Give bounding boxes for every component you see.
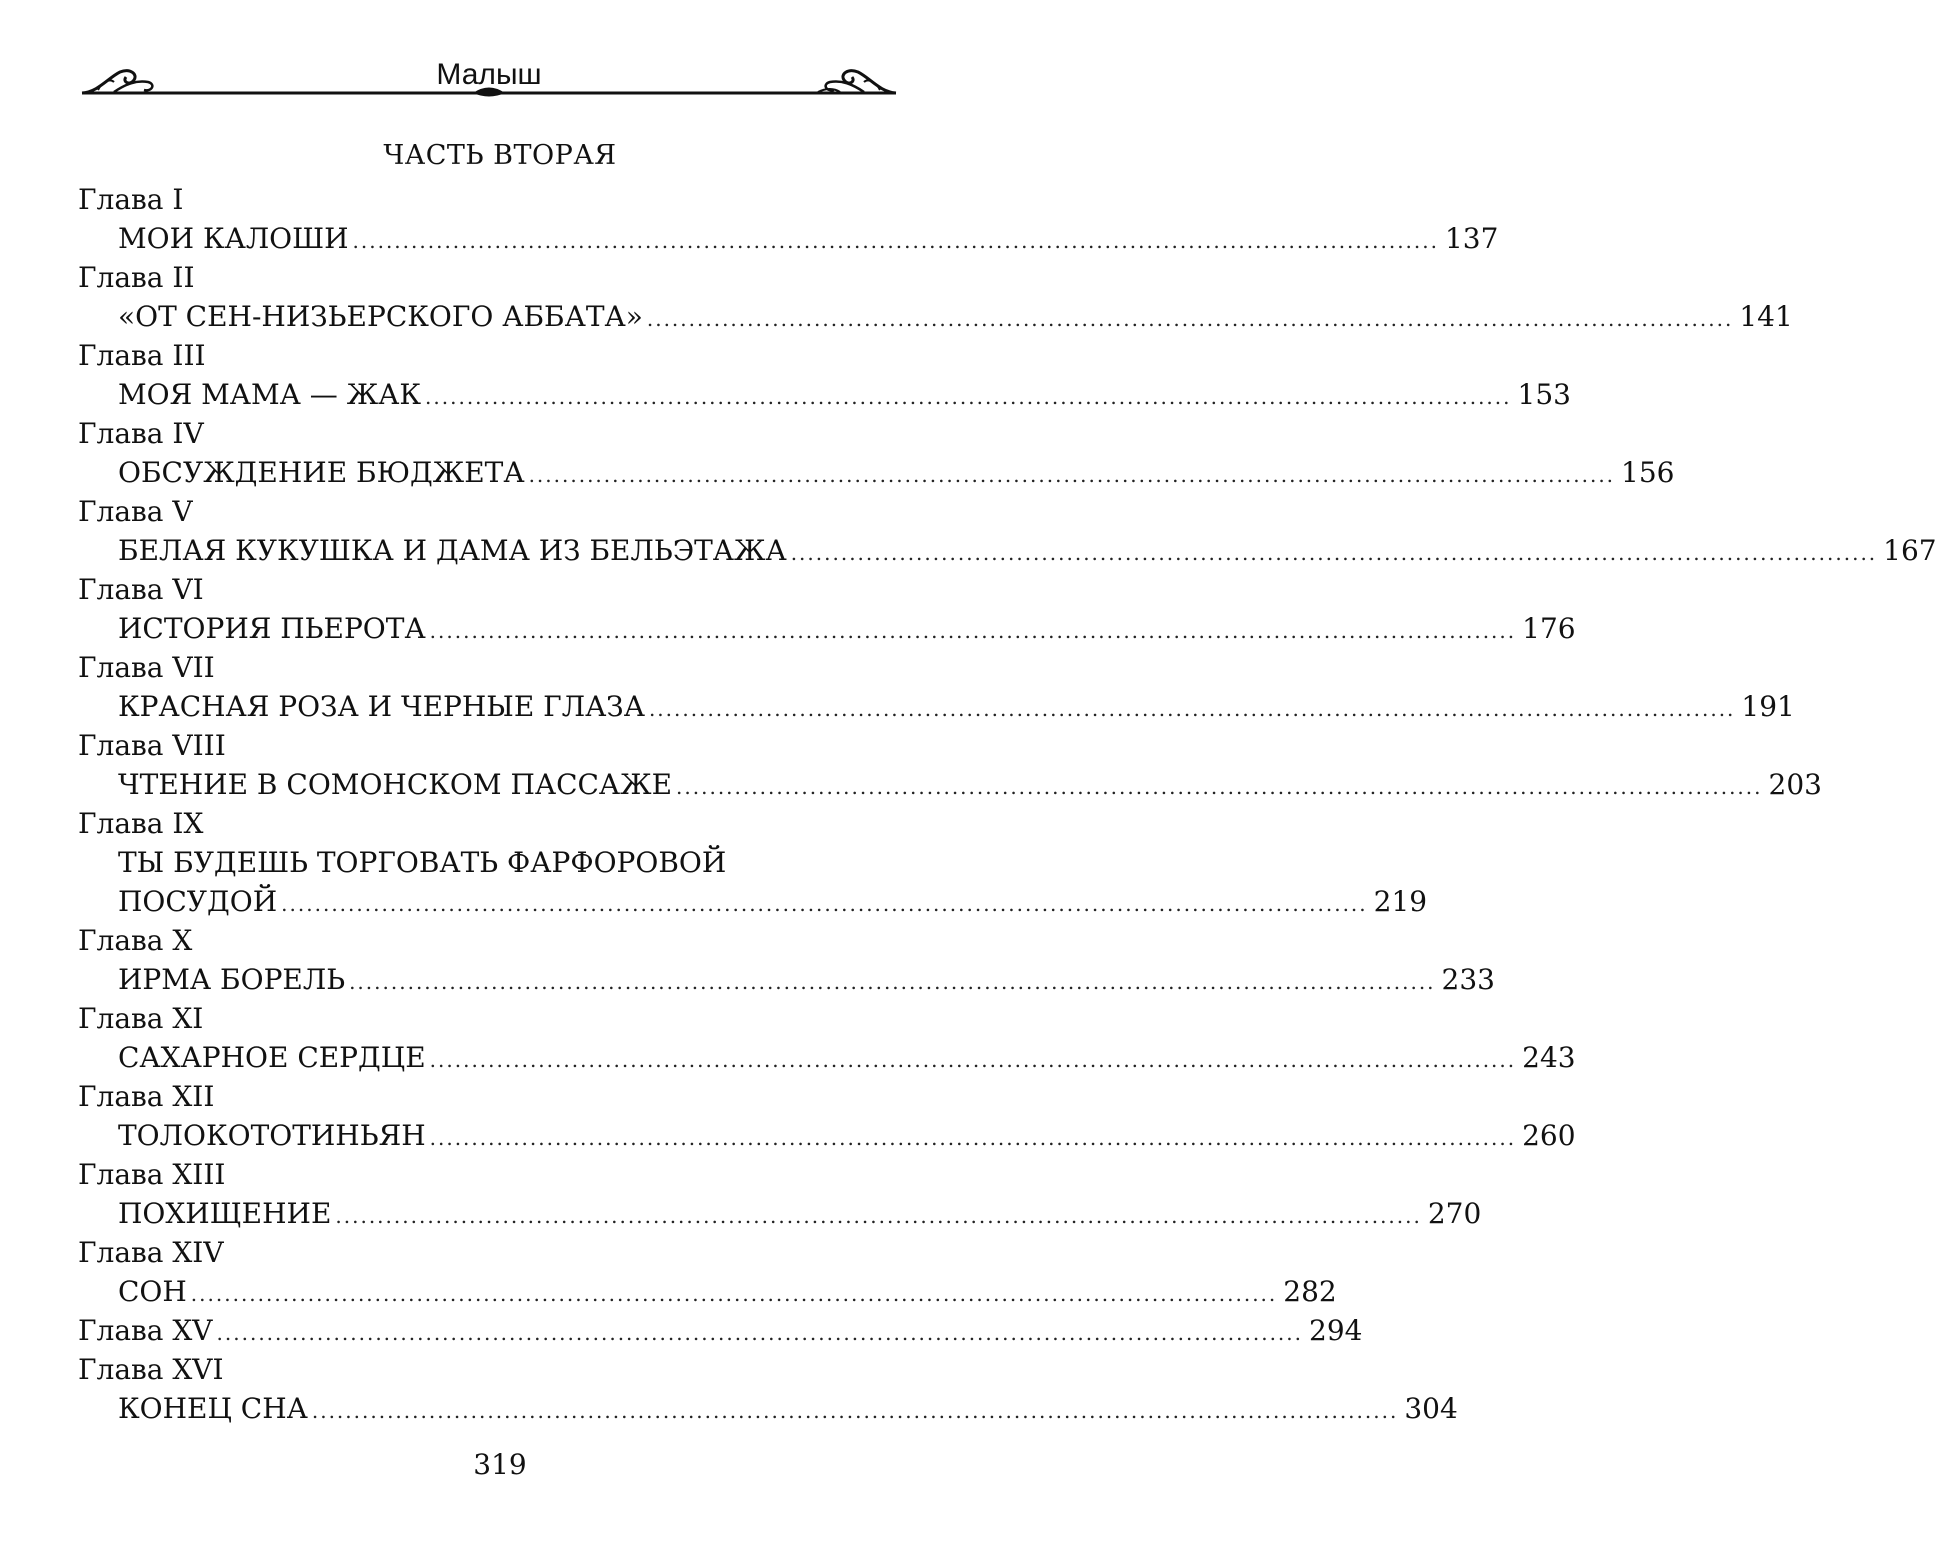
chapter-page: 191 bbox=[1741, 690, 1795, 723]
page-number: 319 bbox=[473, 1448, 527, 1481]
chapter-title: ТОЛОКОТОТИНЬЯН bbox=[118, 1119, 426, 1152]
chapter-label: Глава II bbox=[78, 261, 195, 294]
toc-entry bbox=[78, 1038, 1576, 1077]
dot-leader: .................................................................................................................................. bbox=[425, 385, 1512, 409]
toc-entry bbox=[78, 687, 1795, 726]
dot-leader: .................................................................................................................................. bbox=[429, 619, 1517, 643]
chapter-title: «ОТ СЕН-НИЗЬЕРСКОГО АББАТА» bbox=[118, 300, 643, 333]
chapter-page: 156 bbox=[1621, 456, 1675, 489]
chapter-label: Глава X bbox=[78, 924, 193, 957]
dot-leader: .................................................................................................................................. bbox=[790, 541, 1878, 565]
chapter-label: Глава XI bbox=[78, 1002, 204, 1035]
dot-leader: .................................................................................................................................. bbox=[349, 970, 1436, 994]
chapter-title: КРАСНАЯ РОЗА И ЧЕРНЫЕ ГЛАЗА bbox=[118, 690, 645, 723]
chapter-page: 243 bbox=[1522, 1041, 1576, 1074]
chapter-label: Глава XII bbox=[78, 1080, 215, 1113]
chapter-page: 282 bbox=[1283, 1275, 1337, 1308]
toc-entry bbox=[78, 375, 1571, 414]
chapter-label: Глава III bbox=[78, 339, 206, 372]
chapter-page: 176 bbox=[1522, 612, 1576, 645]
chapter-page: 203 bbox=[1768, 768, 1822, 801]
chapter-page: 153 bbox=[1517, 378, 1571, 411]
toc-entry bbox=[78, 1116, 1576, 1155]
dot-leader: .................................................................................................................................. bbox=[648, 697, 1736, 721]
dot-leader: .................................................................................................................................. bbox=[352, 229, 1439, 253]
chapter-page: 294 bbox=[1309, 1314, 1363, 1347]
chapter-page: 270 bbox=[1427, 1197, 1482, 1230]
toc-entry bbox=[78, 297, 1793, 336]
running-header bbox=[78, 48, 900, 118]
dot-leader: .................................................................................................................................. bbox=[190, 1282, 1278, 1306]
chapter-page: 304 bbox=[1404, 1392, 1458, 1425]
toc-entry bbox=[78, 609, 1576, 648]
dot-leader: .................................................................................................................................. bbox=[676, 775, 1763, 799]
chapter-label: Глава XV bbox=[78, 1314, 213, 1347]
chapter-label: Глава IX bbox=[78, 807, 204, 840]
chapter-title: ПОХИЩЕНИЕ bbox=[118, 1197, 332, 1230]
chapter-page: 137 bbox=[1444, 222, 1499, 255]
chapter-title: БЕЛАЯ КУКУШКА И ДАМА ИЗ БЕЛЬЭТАЖА bbox=[118, 534, 787, 567]
toc-entry bbox=[78, 882, 1428, 921]
dot-leader: .................................................................................................................................. bbox=[335, 1204, 1422, 1228]
chapter-title: КОНЕЦ СНА bbox=[118, 1392, 308, 1425]
chapter-title: СОН bbox=[118, 1275, 187, 1308]
toc-entry bbox=[78, 531, 1937, 570]
chapter-label: Глава IV bbox=[78, 417, 204, 450]
chapter-label: Глава I bbox=[78, 183, 184, 216]
chapter-label: Глава XIV bbox=[78, 1236, 224, 1269]
chapter-page: 167 bbox=[1883, 534, 1937, 567]
chapter-label: Глава VII bbox=[78, 651, 215, 684]
chapter-page: 219 bbox=[1373, 885, 1428, 918]
chapter-title: ЧТЕНИЕ В СОМОНСКОМ ПАССАЖЕ bbox=[118, 768, 673, 801]
dot-leader: .................................................................................................................................. bbox=[311, 1399, 1399, 1423]
dot-leader: .................................................................................................................................. bbox=[281, 892, 1368, 916]
part-title: ЧАСТЬ ВТОРАЯ bbox=[383, 140, 617, 171]
toc-entry bbox=[78, 1194, 1482, 1233]
chapter-title: МОЯ МАМА — ЖАК bbox=[118, 378, 422, 411]
toc-entry bbox=[78, 453, 1675, 492]
chapter-page: 260 bbox=[1522, 1119, 1576, 1152]
chapter-label: Глава V bbox=[78, 495, 193, 528]
chapter-title: ИСТОРИЯ ПЬЕРОТА bbox=[118, 612, 426, 645]
chapter-page: 141 bbox=[1739, 300, 1793, 333]
dot-leader: .................................................................................................................................. bbox=[429, 1126, 1517, 1150]
toc-entry bbox=[78, 1389, 1458, 1428]
chapter-title-line2: ПОСУДОЙ bbox=[118, 885, 278, 918]
chapter-title: САХАРНОЕ СЕРДЦЕ bbox=[118, 1041, 426, 1074]
toc-entry bbox=[78, 1311, 1363, 1350]
toc-entry bbox=[78, 765, 1822, 804]
toc-entry bbox=[78, 219, 1499, 258]
chapter-label: Глава XIII bbox=[78, 1158, 226, 1191]
chapter-label: Глава XVI bbox=[78, 1353, 224, 1386]
chapter-page: 233 bbox=[1441, 963, 1495, 996]
chapter-title: МОИ КАЛОШИ bbox=[118, 222, 349, 255]
dot-leader: .................................................................................................................................. bbox=[528, 463, 1616, 487]
table-of-contents bbox=[78, 180, 1937, 1428]
chapter-title-line1: ТЫ БУДЕШЬ ТОРГОВАТЬ ФАРФОРОВОЙ bbox=[118, 846, 727, 879]
book-title: Малыш bbox=[436, 58, 542, 91]
chapter-title: ИРМА БОРЕЛЬ bbox=[118, 963, 346, 996]
dot-leader: .................................................................................................................................. bbox=[216, 1321, 1303, 1345]
chapter-label: Глава VI bbox=[78, 573, 204, 606]
toc-entry bbox=[78, 960, 1495, 999]
dot-leader: .................................................................................................................................. bbox=[429, 1048, 1517, 1072]
dot-leader: .................................................................................................................................. bbox=[646, 307, 1734, 331]
chapter-label: Глава VIII bbox=[78, 729, 226, 762]
toc-entry bbox=[78, 1272, 1337, 1311]
chapter-title: ОБСУЖДЕНИЕ БЮДЖЕТА bbox=[118, 456, 525, 489]
